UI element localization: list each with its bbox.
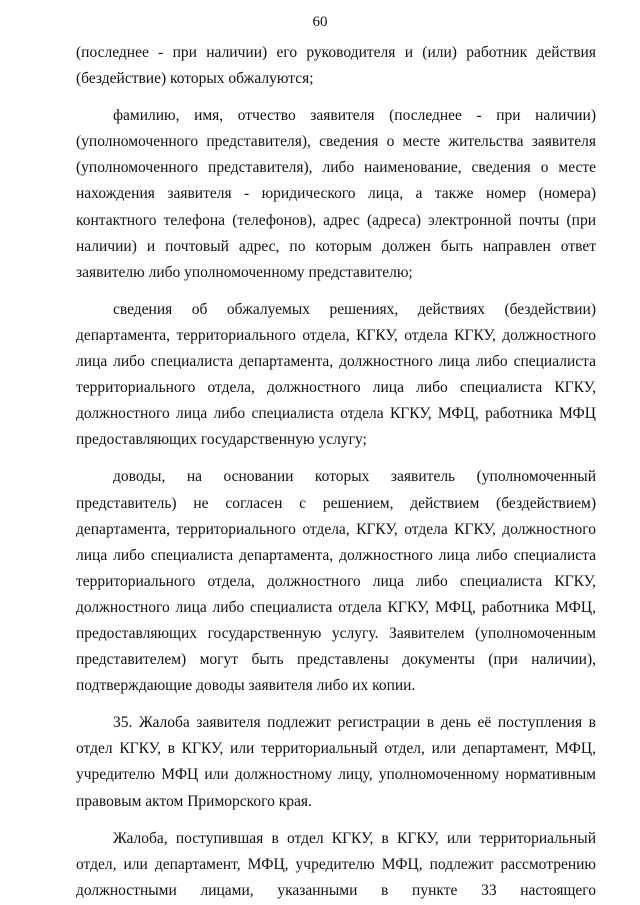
text-line: департамента, территориального отдела, КГКУ, отдела КГКУ, должностного [76,520,596,538]
text-line: учредителю МФЦ или должностному лицу, уполномоченному нормативным [76,766,596,784]
text-line: должностными лицами, указанными в пункте 33 настоящего [76,881,596,899]
page-number: 60 [312,14,328,30]
text-line: доводы, на основании которых заявитель (уполномоченный [113,468,596,486]
text-line: отдел КГКУ, в КГКУ, или территориальный отдел, или департамент, МФЦ, [76,740,596,758]
text-line: заявителю либо уполномоченному представителю; [76,263,413,281]
text-line: предоставляющих государственную услугу; [76,431,367,449]
paragraph-item-35 [76,710,596,814]
text-line: (последнее - при наличии) его руководителя и (или) работник действия [76,44,596,61]
text-line: предоставляющих государственную услугу. Заявителем (уполномоченным [76,624,596,642]
document-body [76,40,596,904]
text-line: должностного лица либо специалиста отдела КГКУ, МФЦ, работника МФЦ [76,405,596,423]
text-line: представителем) могут быть представлены документы (при наличии), [76,651,596,669]
text-line: (бездействие) которых обжалуются; [76,70,314,88]
text-line: подтверждающие доводы заявителя либо их копии. [76,677,416,695]
text-line: территориального отдела, должностного лица либо специалиста КГКУ, [76,572,596,590]
text-line: (уполномоченного представителя), сведения о месте жительства заявителя [76,133,596,151]
paragraph-appealed-decisions [76,297,596,454]
paragraph-continuation [76,40,596,92]
text-line: фамилию, имя, отчество заявителя (последнее - при наличии) [113,107,596,125]
text-line: 35. Жалоба заявителя подлежит регистрации в день её поступления в [113,714,596,732]
text-line: отдел, или департамент, МФЦ, учредителю МФЦ, подлежит рассмотрению [76,855,596,873]
text-line: представитель) не согласен с решением, действием (бездействием) [76,494,596,512]
text-line: должностного лица либо специалиста отдела КГКУ, МФЦ, работника МФЦ, [76,598,596,616]
paragraph-arguments [76,464,596,699]
text-line: нахождения заявителя - юридического лица, а также номер (номера) [76,185,596,203]
text-line: сведения об обжалуемых решениях, действиях (бездействии) [113,300,596,318]
text-line: департамента, территориального отдела, КГКУ, отдела КГКУ, должностного [76,326,596,344]
text-line: контактного телефона (телефонов), адрес (адреса) электронной почты (при [76,211,596,229]
text-line: наличии) и почтовый адрес, по которым должен быть направлен ответ [76,237,596,255]
text-line: Жалоба, поступившая в отдел КГКУ, в КГКУ, или территориальный [113,829,596,847]
text-line: правовым актом Приморского края. [76,792,312,810]
text-line: территориального отдела, должностного лица либо специалиста КГКУ, [76,379,596,397]
text-line: лица либо специалиста департамента, должностного лица либо специалиста [76,546,596,564]
text-line: (уполномоченного представителя), либо наименование, сведения о месте [76,159,596,177]
text-line: лица либо специалиста департамента, должностного лица либо специалиста [76,353,596,371]
paragraph-complaint-review [76,826,596,904]
paragraph-applicant-details [76,103,596,286]
